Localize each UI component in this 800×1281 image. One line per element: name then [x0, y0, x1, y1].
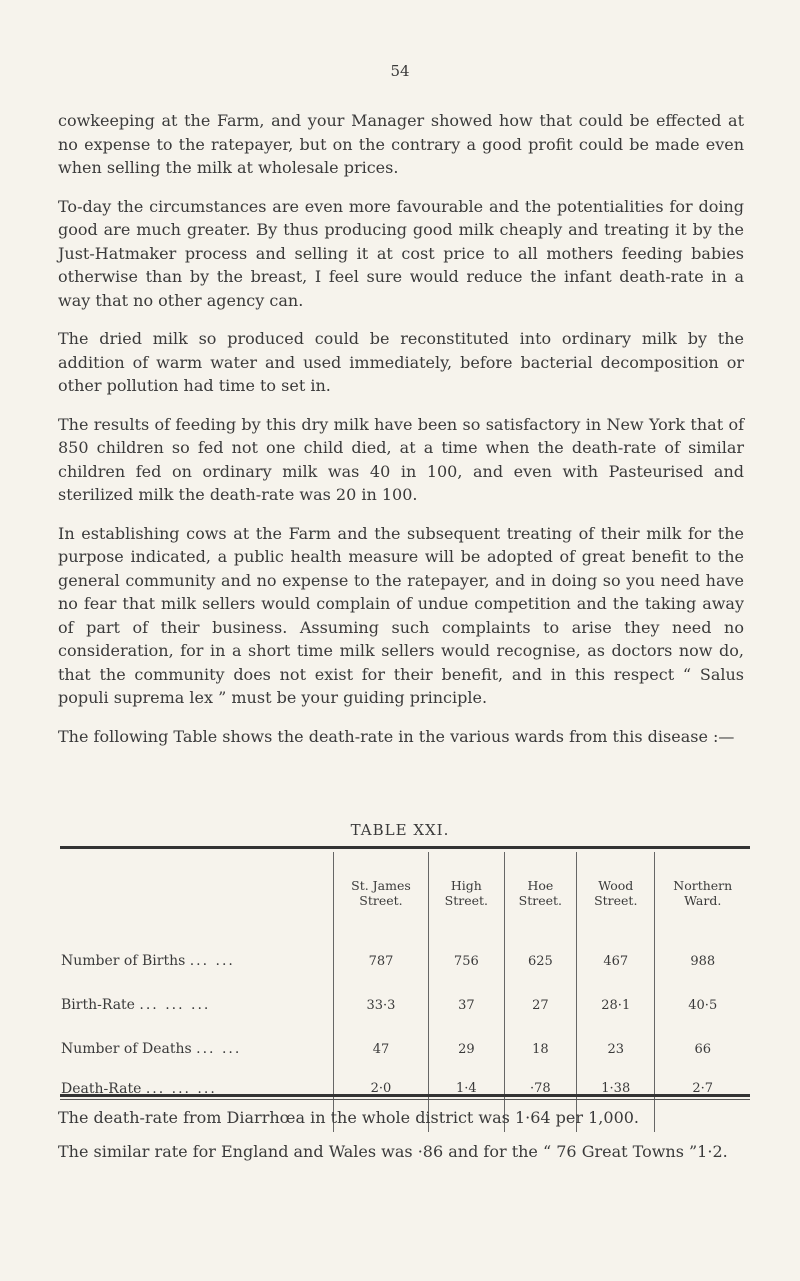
- table-top-rule: [60, 846, 750, 849]
- table-cell: 756: [428, 934, 504, 983]
- row-label: [60, 983, 334, 1027]
- table-bottom-rule: [60, 1094, 750, 1097]
- column-header: Northern Ward.: [655, 852, 750, 934]
- table-cell: 29: [428, 1027, 504, 1071]
- table-cell: 1·38: [577, 1071, 655, 1132]
- table-row: [60, 1027, 750, 1071]
- column-header: High Street.: [428, 852, 504, 934]
- leader-dots: ... ...: [189, 953, 235, 969]
- footnote-1: [58, 1106, 744, 1130]
- paragraph-1: cowkeeping at the Farm, and your Manager showed how that could be effected at no expense to the ratepayer, but on the contrary a good profit could be made even when selling the milk at wholesale prices.: [58, 111, 744, 177]
- leader-dots: ... ...: [196, 1041, 242, 1057]
- table-cell: 1·4: [428, 1071, 504, 1132]
- table-cell: 28·1: [577, 983, 655, 1027]
- table-cell: 467: [577, 934, 655, 983]
- leader-dots: ... ... ...: [139, 997, 211, 1013]
- row-label: [60, 934, 334, 983]
- row-label: [60, 1027, 334, 1071]
- table-bottom-thin-rule: [60, 1099, 750, 1100]
- paragraph-4: The results of feeding by this dry milk have been so satisfactory in New York that of 850 children so fed not one child died, at a time when the death-rate of similar children fed on ordinary milk was 40 in 100, and even with Pasteurised and sterilized milk the death-rate was 20 in 100.: [58, 414, 744, 504]
- footnote-text: The death-rate from Diarrhœa in the whole district was 1·64 per 1,000.: [58, 1108, 640, 1127]
- table-cell: 23: [577, 1027, 655, 1071]
- table-row: [60, 983, 750, 1027]
- row-label-text: Number of Births: [61, 953, 186, 969]
- table-cell: 37: [428, 983, 504, 1027]
- column-header: Hoe Street.: [504, 852, 576, 934]
- footnote-text: The similar rate for England and Wales was ·86 and for the “ 76 Great Towns ”1·2.: [58, 1142, 728, 1161]
- table-cell: 2·0: [334, 1071, 429, 1132]
- paragraph-2: To-day the circumstances are even more favourable and the potentialities for doing good are much greater. By thus producing good milk cheaply and treating it by the Just-Hatmaker process and selling it at cost price to all mothers feeding babies otherwise than by the breast, I feel sure would reduce the infant death-rate in a way that no other agency can.: [58, 196, 744, 310]
- body-text: [58, 109, 744, 763]
- paragraph-6: The following Table shows the death-rate in the various wards from this disease :—: [58, 726, 735, 746]
- table-cell: 66: [655, 1027, 750, 1071]
- table-cell: 47: [334, 1027, 429, 1071]
- table-cell: 787: [334, 934, 429, 983]
- row-label-text: Death-Rate: [61, 1081, 142, 1097]
- table-cell: 18: [504, 1027, 576, 1071]
- table-title: TABLE XXI.: [350, 821, 450, 839]
- footnote-2: [58, 1140, 744, 1164]
- table-cell: 988: [655, 934, 750, 983]
- table-cell: 625: [504, 934, 576, 983]
- column-header: Wood Street.: [577, 852, 655, 934]
- column-header: St. James Street.: [334, 852, 429, 934]
- page-number: 54: [390, 62, 410, 80]
- table-cell: 40·5: [655, 983, 750, 1027]
- paragraph-5: In establishing cows at the Farm and the subsequent treating of their milk for the purpose indicated, a public health measure will be adopted of great benefit to the general community and no expense to the ratepayer, and in doing so you need have no fear that milk sellers would complain of undue competition and the taking away of part of their business. Assuming such complaints to arise they need no consideration, for in a short time milk sellers would recognise, as doctors now do, that the community does not exist for their benefit, and in this respect “ Salus populi suprema lex ” must be your guiding principle.: [58, 523, 744, 707]
- table-cell: 2·7: [655, 1071, 750, 1132]
- table-cell: 33·3: [334, 983, 429, 1027]
- table-header-row: [60, 852, 750, 934]
- ward-statistics-table: [60, 852, 750, 1132]
- table-cell: ·78: [504, 1071, 576, 1132]
- leader-dots: ... ... ...: [145, 1081, 217, 1097]
- table-cell: 27: [504, 983, 576, 1027]
- paragraph-3: The dried milk so produced could be reconstituted into ordinary milk by the addition of warm water and used immediately, before bacterial decomposition or other pollution had time to set in.: [58, 329, 744, 395]
- row-label-text: Birth-Rate: [61, 997, 135, 1013]
- row-label-text: Number of Deaths: [61, 1041, 192, 1057]
- table-row: [60, 934, 750, 983]
- header-blank-cell: [60, 852, 334, 934]
